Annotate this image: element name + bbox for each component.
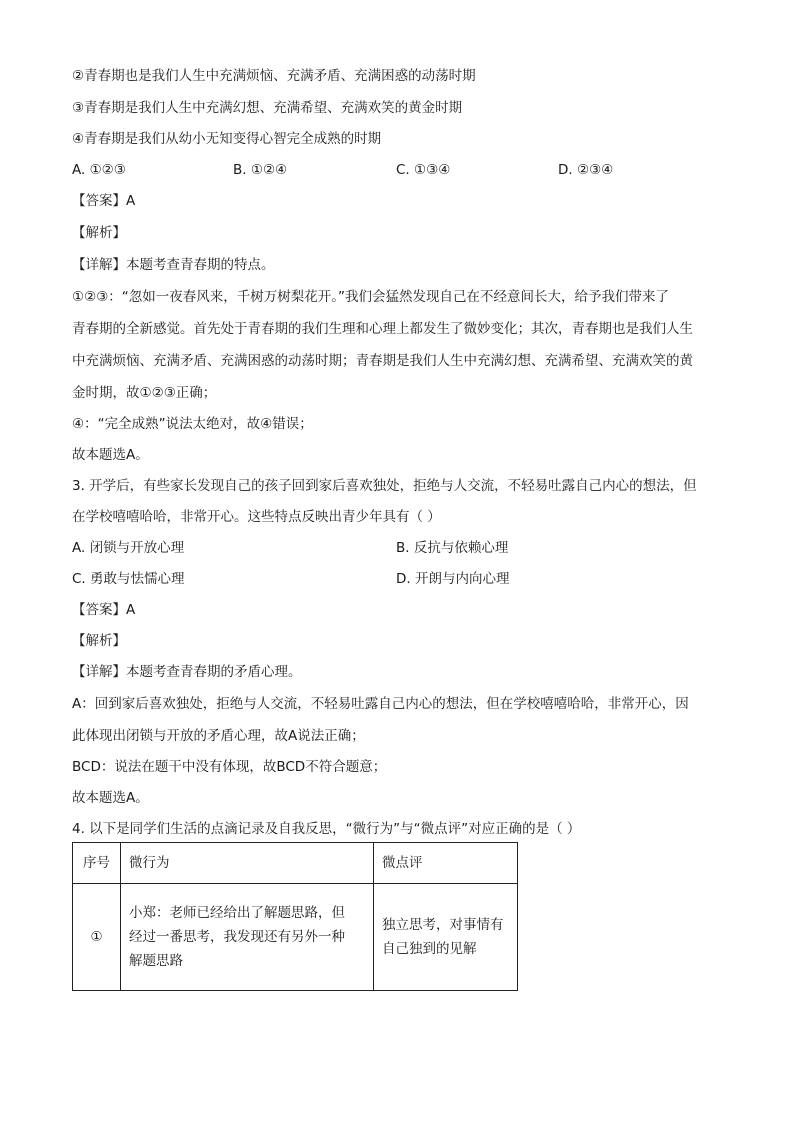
comment-line: 自己独到的见解 <box>382 941 477 957</box>
q3-explanation-line: 此体现出闭锁与开放的矛盾心理，故A说法正确； <box>72 728 365 744</box>
q2-explanation-wrong: ④：“完全成熟”说法太绝对，故④错误； <box>72 416 313 432</box>
table-row <box>73 884 518 991</box>
q3-conclusion: 故本题选A。 <box>72 790 149 806</box>
q3-answer: 【答案】A <box>72 602 136 618</box>
header-micro-comment: 微点评 <box>374 843 518 884</box>
q2-explanation-line: ①②③：“忽如一夜春风来，千树万树梨花开。”我们会猛然发现自己在不经意间长大，给予我们带来了 <box>72 289 670 305</box>
q2-explanation-line: 中充满烦恼、充满矛盾、充满困惑的动荡时期；青春期是我们人生中充满幻想、充满希望、充满欢笑的黄 <box>72 353 693 369</box>
q3-explanation-line: A：回到家后喜欢独处，拒绝与人交流，不轻易吐露自己内心的想法，但在学校嘻嘻哈哈，非常开心，因 <box>72 696 689 712</box>
q3-explanation-bcd: BCD：说法在题干中没有体现，故BCD不符合题意； <box>72 759 387 775</box>
q3-analysis-label: 【解析】 <box>72 633 126 649</box>
q2-option-d: D. ②③④ <box>558 162 614 178</box>
header-micro-behavior: 微行为 <box>121 843 374 884</box>
q3-option-a: A. 闭锁与开放心理 <box>72 540 185 556</box>
q3-stem-line: 3. 开学后，有些家长发现自己的孩子回到家后喜欢独处，拒绝与人交流，不轻易吐露自己内心的想法，但 <box>72 478 697 494</box>
row-comment <box>374 884 518 991</box>
q3-option-d: D. 开朗与内向心理 <box>396 571 510 587</box>
q3-stem-line: 在学校嘻嘻哈哈，非常开心。这些特点反映出青少年具有（ ） <box>72 509 441 525</box>
q2-answer: 【答案】A <box>72 193 136 209</box>
q2-detail: 【详解】本题考查青春期的特点。 <box>72 257 275 273</box>
table-header-row <box>73 843 518 884</box>
q2-option-a: A. ①②③ <box>72 162 126 178</box>
comment-line: 独立思考，对事情有 <box>382 917 504 933</box>
q4-table <box>72 842 518 991</box>
q2-explanation-line: 金时期，故①②③正确； <box>72 385 217 401</box>
q2-analysis-label: 【解析】 <box>72 225 126 241</box>
q2-conclusion: 故本题选A。 <box>72 447 149 463</box>
row-number: ① <box>73 884 121 991</box>
q3-option-c: C. 勇敢与怯懦心理 <box>72 571 185 587</box>
behavior-line: 小郑：老师已经给出了解题思路，但 <box>129 905 345 921</box>
header-number: 序号 <box>73 843 121 884</box>
q3-detail: 【详解】本题考查青春期的矛盾心理。 <box>72 664 302 680</box>
row-behavior <box>121 884 374 991</box>
q2-statement-3: ③青春期是我们人生中充满幻想、充满希望、充满欢笑的黄金时期 <box>72 100 463 116</box>
q2-statement-2: ②青春期也是我们人生中充满烦恼、充满矛盾、充满困惑的动荡时期 <box>72 68 476 84</box>
q2-option-b: B. ①②④ <box>233 162 288 178</box>
q2-statement-4: ④青春期是我们从幼小无知变得心智完全成熟的时期 <box>72 131 382 147</box>
q4-stem: 4. 以下是同学们生活的点滴记录及自我反思，“微行为”与“微点评”对应正确的是（ ） <box>72 821 581 837</box>
behavior-line: 经过一番思考，我发现还有另外一种 <box>129 929 345 945</box>
behavior-line: 解题思路 <box>129 953 183 969</box>
q2-explanation-line: 青春期的全新感觉。首先处于青春期的我们生理和心理上都发生了微妙变化；其次，青春期也是我们人生 <box>72 321 693 337</box>
q2-option-c: C. ①③④ <box>396 162 451 178</box>
q3-option-b: B. 反抗与依赖心理 <box>396 540 509 556</box>
